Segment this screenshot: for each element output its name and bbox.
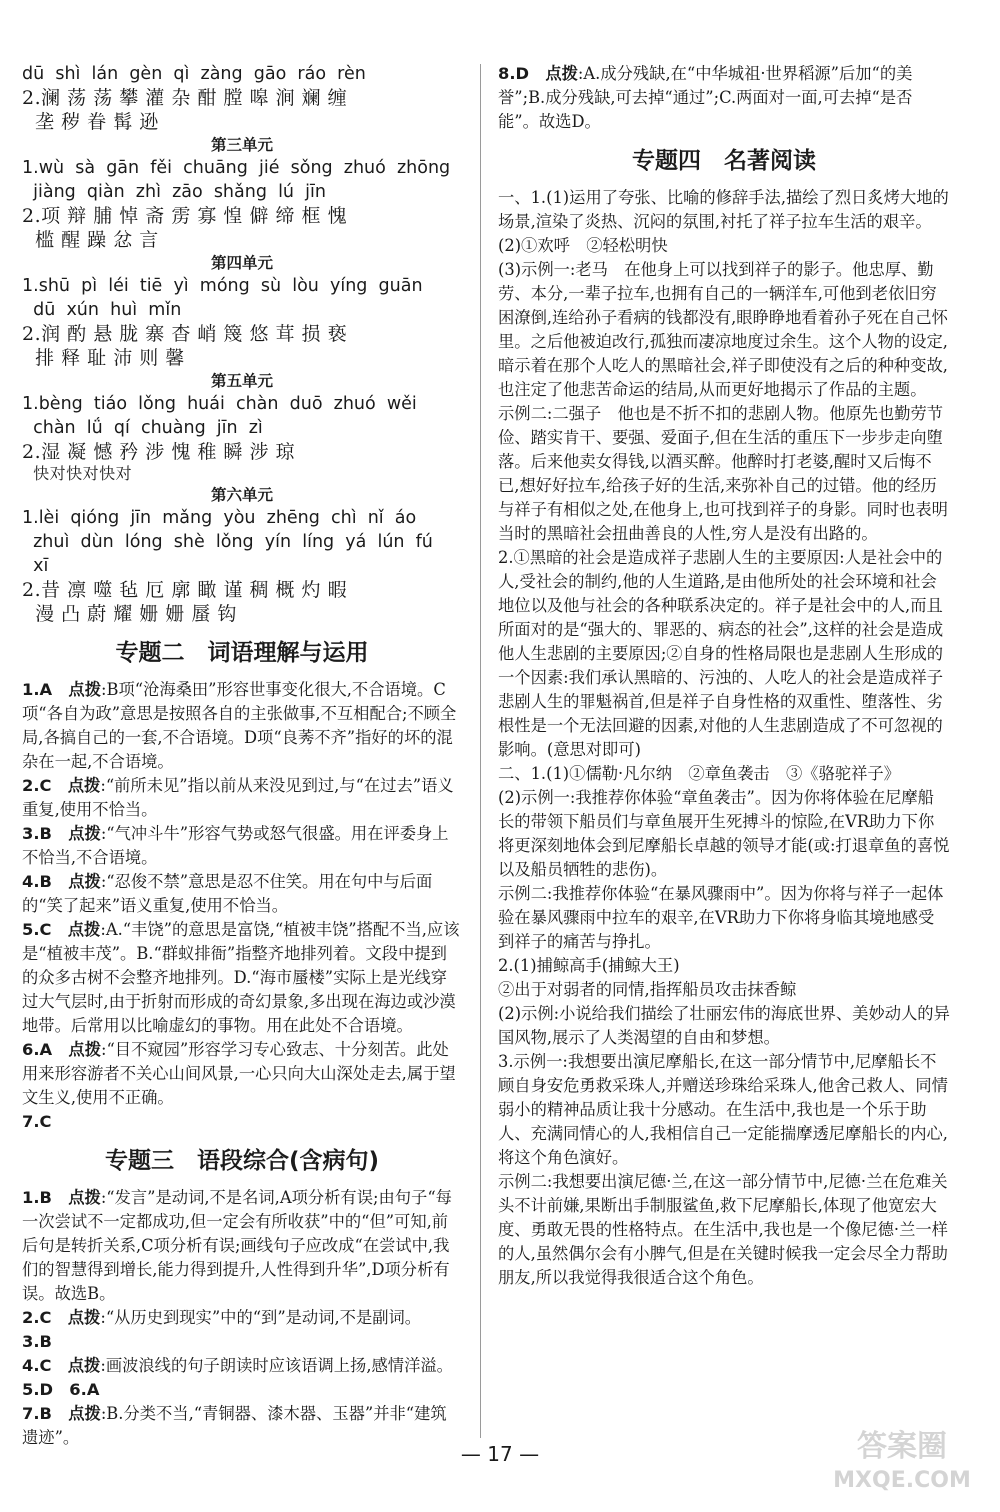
- answer-item: 5.C 点拨:A.“丰饶”的意思是富饶,“植被丰饶”搭配不当,应该是“植被丰茂”。B.“群蚁排衙”指整齐地排列着。文段中提到的众多古树不会整齐地排列。D.“海市蜃楼”实际上是光线穿过大气层时,由于折射而形成的奇幻景象,多出现在海边或沙漠地带。后常用以比喻虚幻的事物。用在此处不合语境。: [22, 920, 460, 1035]
- answer-item: 5.D 6.A: [22, 1380, 100, 1399]
- ghost-text: 快对快对快对: [22, 464, 133, 483]
- answer-item: 3.B 点拨:“气冲斗牛”形容气势或怒气很盛。用在评委身上不恰当,不合语境。: [22, 824, 449, 867]
- pinyin-line: jiàng qiàn zhì zāo shǎng lú jīn: [22, 182, 326, 202]
- section-title-4: 专题四 名著阅读: [632, 148, 816, 174]
- hanzi-line: 2.项 辩 脯 悼 斋 雳 寡 惶 僻 缔 框 愧: [22, 205, 348, 227]
- column-divider: [480, 64, 481, 1438]
- answer-paragraph: 示例二:我想要出演尼德·兰,在这一部分情节中,尼德·兰在危难关头不计前嫌,果断出手制服鲨鱼,救下尼摩船长,体现了他宽宏大度、勇敢无畏的性格特点。在生活中,我也是一个像尼德·兰一样的人,虽然偶尔会有小脾气,但是在关键时候我一定会尽全力帮助朋友,所以我觉得我很适合这个角色。: [498, 1172, 948, 1287]
- pinyin-line: 1.bèng tiáo lǒng huái chàn duō zhuó wěi: [22, 394, 417, 414]
- answer-paragraph: 示例二:我推荐你体验“在暴风骤雨中”。因为你将与祥子一起体验在暴风骤雨中拉车的艰辛,在VR助力下你将身临其境地感受到祥子的痛苦与挣扎。: [498, 884, 944, 951]
- hanzi-line: 漫 凸 蔚 耀 姗 姗 蜃 钩: [22, 603, 237, 625]
- answer-item: 1.B 点拨:“发言”是动词,不是名词,A项分析有误;由句子“每一次尝试不一定都成功,但一定会有所收获”中的“但”可知,前后句是转折关系,C项分析有误;画线句子应改成“在尝试中,我们的智慧得到增长,能力得到提升,人性得到升华”,D项分析有误。故选B。: [22, 1188, 452, 1303]
- answer-item: 4.B 点拨:“忍俊不禁”意思是忍不住笑。用在句中与后面的“笑了起来”语义重复,使用不恰当。: [22, 872, 433, 915]
- page-number: — 17 —: [460, 1442, 540, 1466]
- answer-item: 2.C 点拨:“前所未见”指以前从来没见到过,与“在过去”语义重复,使用不恰当。: [22, 776, 454, 819]
- unit-heading: 第四单元: [210, 254, 273, 272]
- hanzi-line: 2.昔 凛 噬 毡 厄 廓 瞰 谨 稠 概 灼 暇: [22, 579, 348, 601]
- answer-item: 2.C 点拨:“从历史到现实”中的“到”是动词,不是副词。: [22, 1308, 422, 1327]
- watermark-logo: [822, 1430, 982, 1500]
- hanzi-line: 槛 醒 躁 忿 言: [22, 229, 159, 251]
- answer-list-sec2: [22, 678, 462, 1134]
- watermark-url: MXQE.COM: [833, 1468, 971, 1493]
- answer-item: 4.C 点拨:画波浪线的句子朗读时应该语调上扬,感情洋溢。: [22, 1356, 453, 1375]
- answer-item: 1.A 点拨:B项“沧海桑田”形容世事变化很大,不合语境。C项“各自为政”意思是按照各自的主张做事,不互相配合;不顾全局,各搞自己的一套,不合语境。D项“良莠不齐”指好的坏的混杂在一起,不合语境。: [22, 680, 457, 771]
- pinyin-line: 1.shū pì léi tiē yì móng sù lòu yíng guān: [22, 276, 423, 296]
- unit-heading: 第三单元: [210, 136, 273, 154]
- unit-heading: 第五单元: [210, 372, 273, 390]
- section-title-2: 专题二 词语理解与运用: [115, 640, 369, 666]
- hanzi-line: 2.湿 凝 憾 矜 涉 愧 稚 瞬 涉 琼: [22, 441, 295, 463]
- answer-item: 6.A 点拨:“目不窥园”形容学习专心致志、十分刻苦。此处用来形容游者不关心山间风景,一心只向大山深处走去,属于望文生义,使用不正确。: [22, 1040, 456, 1107]
- answer-paragraph: 示例二:二强子 他也是不折不扣的悲剧人物。他原先也勤劳节俭、踏实肯干、要强、爱面子,但在生活的重压下一步步走向堕落。后来他卖女得钱,以酒买醉。他醉时打老婆,醒时又后悔不已,想好好拉车,给孩子好的生活,来弥补自己的过错。他的经历与祥子有相似之处,在他身上,也可找到祥子的身影。同时也表明当时的黑暗社会扭曲善良的人性,穷人是没有出路的。: [498, 404, 948, 543]
- answer-item: 7.C: [22, 1112, 52, 1131]
- answer-paragraph: 一、1.(1)运用了夸张、比喻的修辞手法,描绘了烈日炙烤大地的场景,渲染了炎热、沉闷的氛围,衬托了祥子拉车生活的艰辛。: [498, 188, 949, 231]
- answer-item: 8.D 点拨:A.成分残缺,在“中华城祖·世界稻源”后加“的美誉”;B.成分残缺,可去掉“通过”;C.两面对一面,可去掉“是否能”。故选D。: [498, 64, 913, 131]
- pinyin-line: chàn lǘ qí chuàng jīn zì: [22, 418, 263, 438]
- answer-paragraph: (2)示例一:我推荐你体验“章鱼袭击”。因为你将体验在尼摩船长的带领下船员们与章鱼展开生死搏斗的惊险,在VR助力下你将更深刻地体会到尼摩船长卓越的领导才能(或:打退章鱼的喜悦以及船员牺牲的悲伤)。: [498, 788, 950, 879]
- pinyin-line: xī: [22, 556, 49, 576]
- pinyin-line: zhuì dùn lóng shè lǒng yín líng yá lún fú: [22, 532, 433, 552]
- left-column: [22, 62, 462, 1450]
- answer-item: 7.B 点拨:B.分类不当,“青铜器、漆木器、玉器”并非“建筑遗迹”。: [22, 1404, 447, 1447]
- hanzi-line: 排 释 耻 沛 则 馨: [22, 347, 185, 369]
- answer-paragraph: (3)示例一:老马 在他身上可以找到祥子的影子。他忠厚、勤劳、本分,一辈子拉车,也拥有自己的一辆洋车,可他到老依旧穷困潦倒,连给孙子看病的钱都没有,眼睁睁地看着孙子死在自己怀里。之后他被迫改行,孤独而凄凉地度过余生。这个人物的设定,暗示着在那个人吃人的黑暗社会,祥子即使没有之后的种种变故,也注定了他悲苦命运的结局,从而更好地揭示了作品的主题。: [498, 260, 948, 399]
- pinyin-line: 1.wù sà gān fěi chuāng jié sǒng zhuó zhōng: [22, 158, 451, 178]
- answer-paragraph: 二、1.(1)①儒勒·凡尔纳 ②章鱼袭击 ③《骆驼祥子》: [498, 764, 900, 783]
- answer-paragraph: (2)示例:小说给我们描绘了壮丽宏伟的海底世界、美妙动人的异国风物,展示了人类渴望的自由和梦想。: [498, 1004, 950, 1047]
- answer-paragraph: (2)①欢呼 ②轻松明快: [498, 236, 668, 255]
- answer-list-sec3: [22, 1186, 462, 1450]
- answer-paragraph: ②出于对弱者的同情,指挥船员攻击抹香鲸: [498, 980, 797, 999]
- pinyin-line: dū xún huì mǐn: [22, 300, 182, 320]
- section-title-3: 专题三 语段综合(含病句): [104, 1148, 380, 1174]
- watermark-text: 答案圈: [857, 1429, 947, 1464]
- hanzi-line: 垄 秽 眷 髯 逊: [22, 111, 159, 133]
- hanzi-line: 2.润 酌 悬 胧 寨 杳 峭 篾 悠 茸 损 亵: [22, 323, 348, 345]
- unit-heading: 第六单元: [210, 486, 273, 504]
- pinyin-line: 1.lèi qióng jīn mǎng yòu zhēng chì nǐ áo: [22, 508, 417, 528]
- answer-paragraph: 3.示例一:我想要出演尼摩船长,在这一部分情节中,尼摩船长不顾自身安危勇救采珠人,并赠送珍珠给采珠人,他舍己救人、同情弱小的精神品质让我十分感动。在生活中,我也是一个乐于助人、充满同情心的人,我相信自己一定能揣摩透尼摩船长的内心,将这个角色演好。: [498, 1052, 948, 1167]
- pinyin-line: dū shì lán gèn qì zàng gāo ráo rèn: [22, 64, 366, 84]
- hanzi-line: 2.澜 荡 荡 攀 灌 杂 酣 膛 嗥 涧 斓 缠: [22, 87, 348, 109]
- answer-paragraph: 2.(1)捕鲸高手(捕鲸大王): [498, 956, 680, 975]
- answer-item: 3.B: [22, 1332, 52, 1351]
- right-column: [498, 62, 950, 1290]
- answer-paragraph: 2.①黑暗的社会是造成祥子悲剧人生的主要原因:人是社会中的人,受社会的制约,他的人生道路,是由他所处的社会环境和社会地位以及他与社会的各种联系决定的。祥子是社会中的人,而且所面对的是“强大的、罪恶的、病态的社会”,这样的社会是造成他人生悲剧的主要原因;②自身的性格局限也是悲剧人生形成的一个因素:我们承认黑暗的、污浊的、人吃人的社会是造成祥子悲剧人生的罪魁祸首,但是祥子自身性格的双重性、堕落性、劣根性是一个无法回避的因素,对他的人生悲剧造成了不可忽视的影响。(意思对即可): [498, 548, 944, 759]
